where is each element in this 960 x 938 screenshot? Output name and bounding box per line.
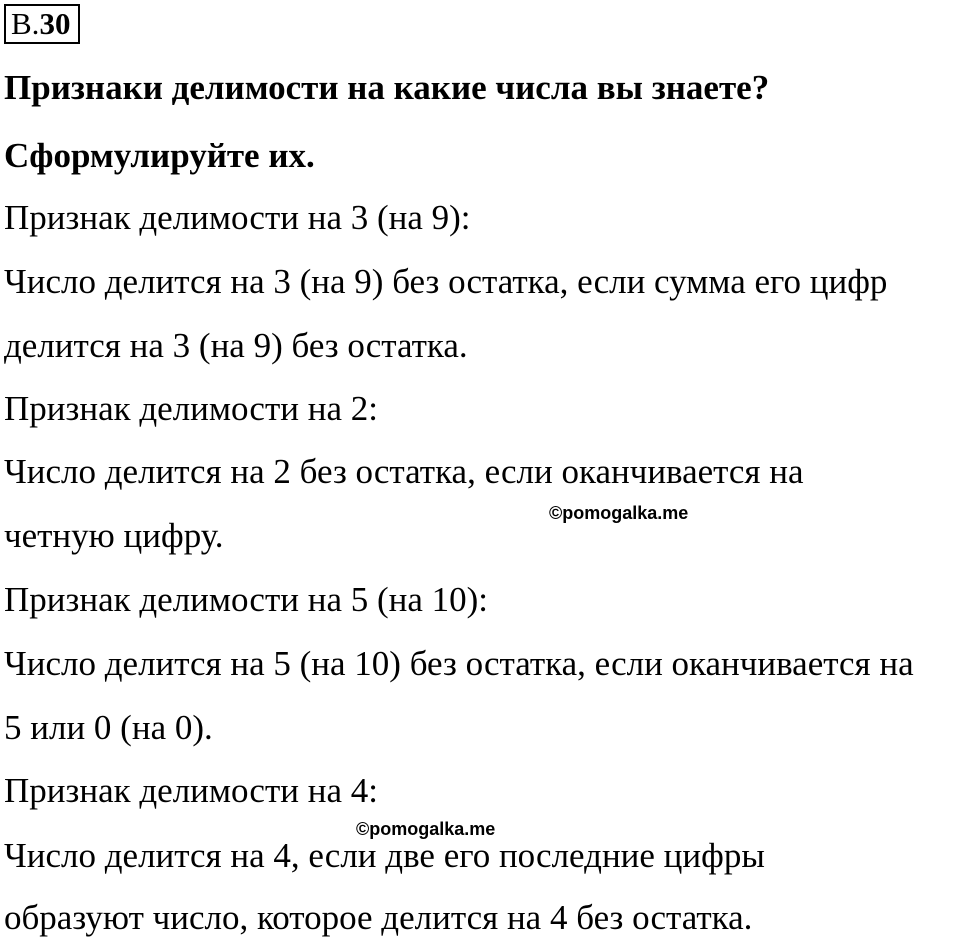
answer-line-10: Признак делимости на 4: [4, 771, 378, 810]
question-line-1: Признаки делимости на какие числа вы знаете? [4, 68, 770, 107]
task-prefix: В. [11, 6, 40, 41]
watermark: ©pomogalka.me [356, 819, 496, 839]
task-number: 30 [39, 6, 71, 41]
answer-line-8: Число делится на 5 (на 10) без остатка, если оканчивается на [4, 644, 914, 683]
answer-line-3: делится на 3 (на 9) без остатка. [4, 326, 468, 365]
answer-line-5: Число делится на 2 без остатка, если оканчивается на [4, 452, 804, 491]
answer-line-4: Признак делимости на 2: [4, 389, 378, 428]
answer-line-11: Число делится на 4, если две его последние цифры [4, 836, 765, 875]
question-line-2: Сформулируйте их. [4, 136, 315, 175]
answer-line-1: Признак делимости на 3 (на 9): [4, 198, 471, 237]
watermark: ©pomogalka.me [549, 503, 689, 523]
answer-line-2: Число делится на 3 (на 9) без остатка, если сумма его цифр [4, 262, 888, 301]
answer-line-7: Признак делимости на 5 (на 10): [4, 580, 489, 619]
answer-line-6: четную цифру. [4, 516, 224, 555]
task-number-label [4, 4, 80, 44]
answer-line-9: 5 или 0 (на 0). [4, 708, 213, 747]
answer-line-12: образуют число, которое делится на 4 без остатка. [4, 898, 753, 937]
